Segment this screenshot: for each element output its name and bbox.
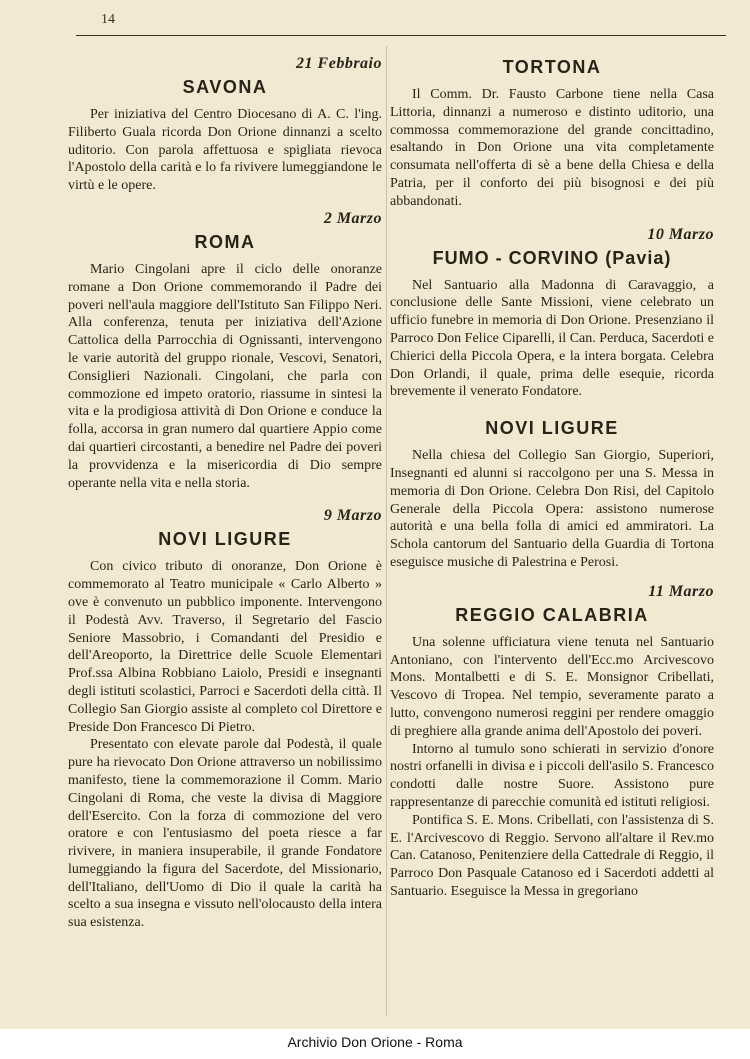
- archive-footer: Archivio Don Orione - Roma: [0, 1029, 750, 1059]
- article-reggio-calabria-p1: Una solenne ufficiatura viene tenuta nel Santuario Antoniano, con l'intervento dell'Ecc.mo Arcivescovo Mons. Montalbetti e di S. E. Monsignor Cribellati, Vescovo di Tropea. Nel tempio, severamente parato a lutto, convengono numerosi reggini per rendere omaggio di preghiere alla grande anima dell'Apostolo dei poveri.: [390, 634, 714, 739]
- article-roma-p1: Mario Cingolani apre il ciclo delle onoranze romane a Don Orione commemorando il Padre dei poveri nell'aula maggiore dell'Istituto San Filippo Neri. Alla conferenza, tenuta per iniziativa dell'Azione Cattolica della Parrocchia di Ognissanti, intervengono le varie autorità del gruppo rionale, Vescovi, Senatori, Consiglieri Nazionali. Cingolani, che parla con commozione ed impeto oratorio, riassume in sintesi la vita e la prodigiosa attività di Don Orione e conduce la folla, accorsa in gran numero dal quartiere Appio come dai quartieri circostanti, a benedire nel Padre dei poveri la provvidenza e la misericordia di Dio sempre operante nella vita e nella storia.: [68, 261, 382, 491]
- article-reggio-calabria-p3: Pontifica S. E. Mons. Cribellati, con l'assistenza di S. E. l'Arcivescovo di Reggio. Servono all'altare il Rev.mo Can. Catanoso, Penitenziere della Cattedrale di Reggio, il Parroco Don Pasquale Catanoso ed i Sacerdoti addetti al Santuario. Eseguisce la Messa in gregoriano: [390, 812, 714, 899]
- article-savona-p1: Per iniziativa del Centro Diocesano di A. C. l'ing. Filiberto Guala ricorda Don Orione dinnanzi a scelto uditorio. Con parola affettuosa e spigliata rievoca l'Apostolo della carità e lo fa rivivere lumeggiandone le virtù e le opere.: [68, 107, 382, 194]
- left-column: [68, 50, 382, 932]
- article-tortona-p1: Il Comm. Dr. Fausto Carbone tiene nella Casa Littoria, dinnanzi a numeroso e distinto uditorio, una commossa commemorazione del grande concittadino, esaltando in Don Orione una vita completamente consumata nell'offerta di sè a bene della Chiesa e della Patria, per il conforto dei più bisognosi e dei più abbandonati.: [390, 87, 714, 209]
- article-reggio-calabria-p2: Intorno al tumulo sono schierati in servizio d'onore nostri orfanelli in divisa e i piccoli dell'asilo S. Francesco condotti dalle nostre Suore. Assistono pure rappresentanze di parecchie comunità ed istituti religiosi.: [390, 741, 714, 810]
- heading-roma: ROMA: [194, 231, 256, 252]
- heading-tortona: TORTONA: [502, 57, 602, 77]
- date-roma: 2 Marzo: [323, 209, 382, 227]
- date-fumo-corvino: 10 Marzo: [647, 225, 714, 243]
- article-novi-ligure-p1: Con civico tributo di onoranze, Don Orione è commemorato al Teatro municipale « Carlo Alberto » ove è convenuto un pubblico imponente. Intervengono il Podestà Avv. Traverso, il Segretario del Fascio Seniore Massobrio, i Comandanti del Presidio e dell'Areoporto, la Direttrice delle Scuole Elementari Prof.ssa Albina Robbiano Laiolo, Presidi e insegnanti degli istituti scolastici, Parroci e Sacerdoti della città. Il Collegio San Giorgio assiste al completo col Direttore e Preside Don Francesco Di Pietro.: [68, 559, 382, 735]
- heading-savona: SAVONA: [182, 77, 268, 97]
- article-novi-ligure-2-p1: Nella chiesa del Collegio San Giorgio, Superiori, Insegnanti ed alunni si raccolgono per una S. Messa in memoria di Don Orione. Celebra Don Risi, del Capitolo Generale della Piccola Opera: assistono numerose autorità e una bella folla di amici ed ammiratori. La Schola cantorum del Santuario della Guardia di Tortona eseguisce musiche di Palestrina e Perosi.: [390, 448, 714, 570]
- heading-novi-ligure-2: NOVI LIGURE: [485, 418, 619, 439]
- heading-novi-ligure: NOVI LIGURE: [158, 529, 292, 550]
- right-column: [390, 50, 714, 901]
- date-savona: 21 Febbraio: [296, 55, 382, 72]
- date-novi-ligure: 9 Marzo: [323, 507, 382, 525]
- heading-reggio-calabria: REGGIO CALABRIA: [455, 604, 649, 625]
- page-number: 14: [101, 12, 115, 27]
- date-reggio-calabria: 11 Marzo: [648, 582, 714, 600]
- article-novi-ligure-p2: Presentato con elevate parole dal Podestà, il quale pure ha rievocato Don Orione attraverso un nobilissimo manifesto, tiene la commemorazione il Comm. Mario Cingolani di Roma, che veste la divisa di Maggiore dell'Esercito. Con la forza di commozione del vero oratore e con l'entusiasmo del poeta riesce a far rivivere, in maniera insuperabile, il grande Fondatore lumeggiando la figura del Sacerdote, del Missionario, dell'Italiano, dell'Uomo di Dio il quale la carità ha scelto a sua insegna e vissuto nell'olocausto della intera sua esistenza.: [68, 737, 382, 931]
- header-rule: [76, 35, 726, 36]
- heading-fumo-corvino: FUMO - CORVINO (Pavia): [432, 247, 672, 268]
- article-fumo-corvino-p1: Nel Santuario alla Madonna di Caravaggio, a conclusione delle Sante Missioni, viene celebrato un ufficio funebre in memoria di Don Orione. Presenziano il Parroco Don Felice Ciparelli, il Can. Perduca, Sacerdoti e Chierici della Piccola Opera, e la intera borgata. Celebra Don Orlandi, il quale, prima delle esequie, ricorda brevemente il venerato Fondatore.: [390, 277, 714, 400]
- column-divider: [386, 46, 387, 1016]
